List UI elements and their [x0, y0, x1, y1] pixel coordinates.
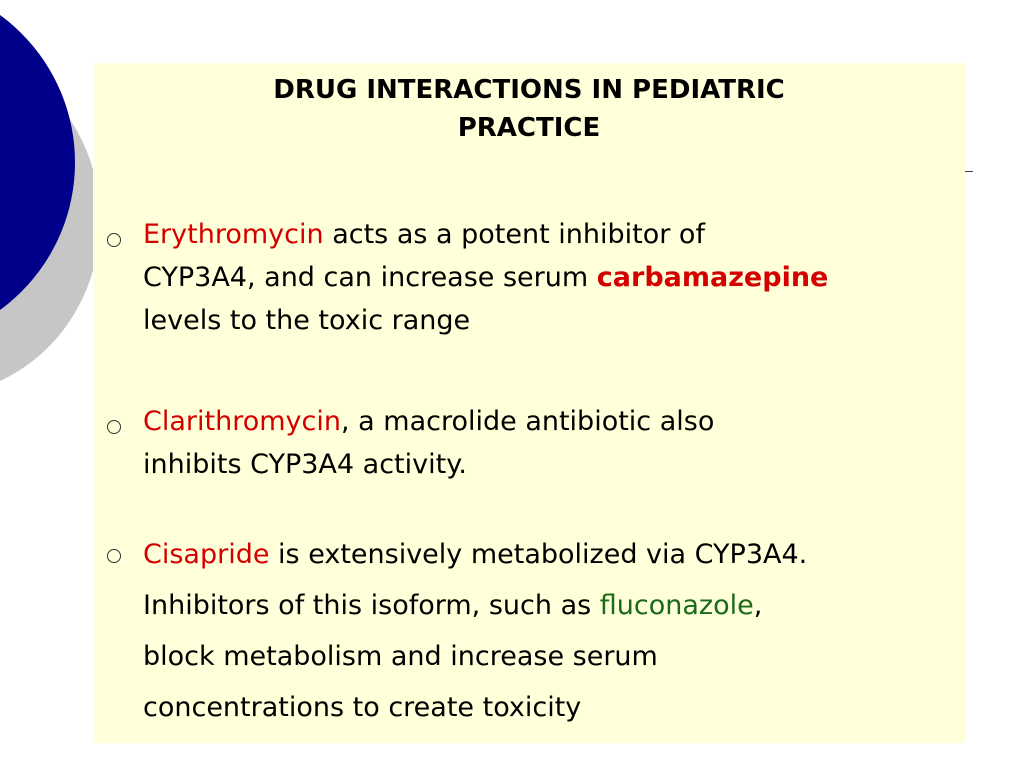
bullet-text [143, 400, 958, 486]
bullet-line: levels to the toxic range [143, 305, 471, 336]
bullet-line [143, 213, 958, 256]
bullet-text-segment: Inhibitors of this isoform, such as [143, 590, 600, 621]
slide-title-line-1: DRUG INTERACTIONS IN PEDIATRIC [273, 75, 785, 105]
drug-name-clarithromycin: Clarithromycin [143, 406, 341, 437]
bullet-line [143, 256, 958, 299]
drug-name-fluconazole: fluconazole [599, 590, 754, 621]
bullet-line: concentrations to create toxicity [143, 692, 582, 723]
slide-title [93, 71, 965, 147]
drug-name-carbamazepine: carbamazepine [596, 262, 829, 293]
bullet-text-segment: , a macrolide antibiotic also [340, 406, 715, 437]
bullet-line [143, 400, 958, 443]
drug-name-cisapride: Cisapride [143, 539, 270, 570]
bullet-line: block metabolism and increase serum [143, 641, 658, 672]
bullet-text-segment: CYP3A4, and can increase serum [143, 262, 597, 293]
bullet-circle-icon [107, 233, 121, 247]
bullet-text-segment: acts as a potent inhibitor of [323, 219, 705, 250]
bullet-circle-icon [107, 420, 121, 434]
bullet-line [143, 529, 958, 580]
bullet-line [143, 580, 958, 631]
decorative-tick-mark [964, 171, 973, 172]
bullet-circle-icon [107, 549, 121, 563]
bullet-text-segment: , [753, 590, 763, 621]
slide-title-line-2: PRACTICE [457, 113, 601, 143]
bullet-text [143, 213, 958, 342]
slide-content-panel [93, 63, 965, 743]
bullet-text-segment: is extensively metabolized via CYP3A4. [269, 539, 808, 570]
bullet-line: inhibits CYP3A4 activity. [143, 449, 467, 480]
drug-name-erythromycin: Erythromycin [143, 219, 324, 250]
bullet-text [143, 529, 958, 733]
